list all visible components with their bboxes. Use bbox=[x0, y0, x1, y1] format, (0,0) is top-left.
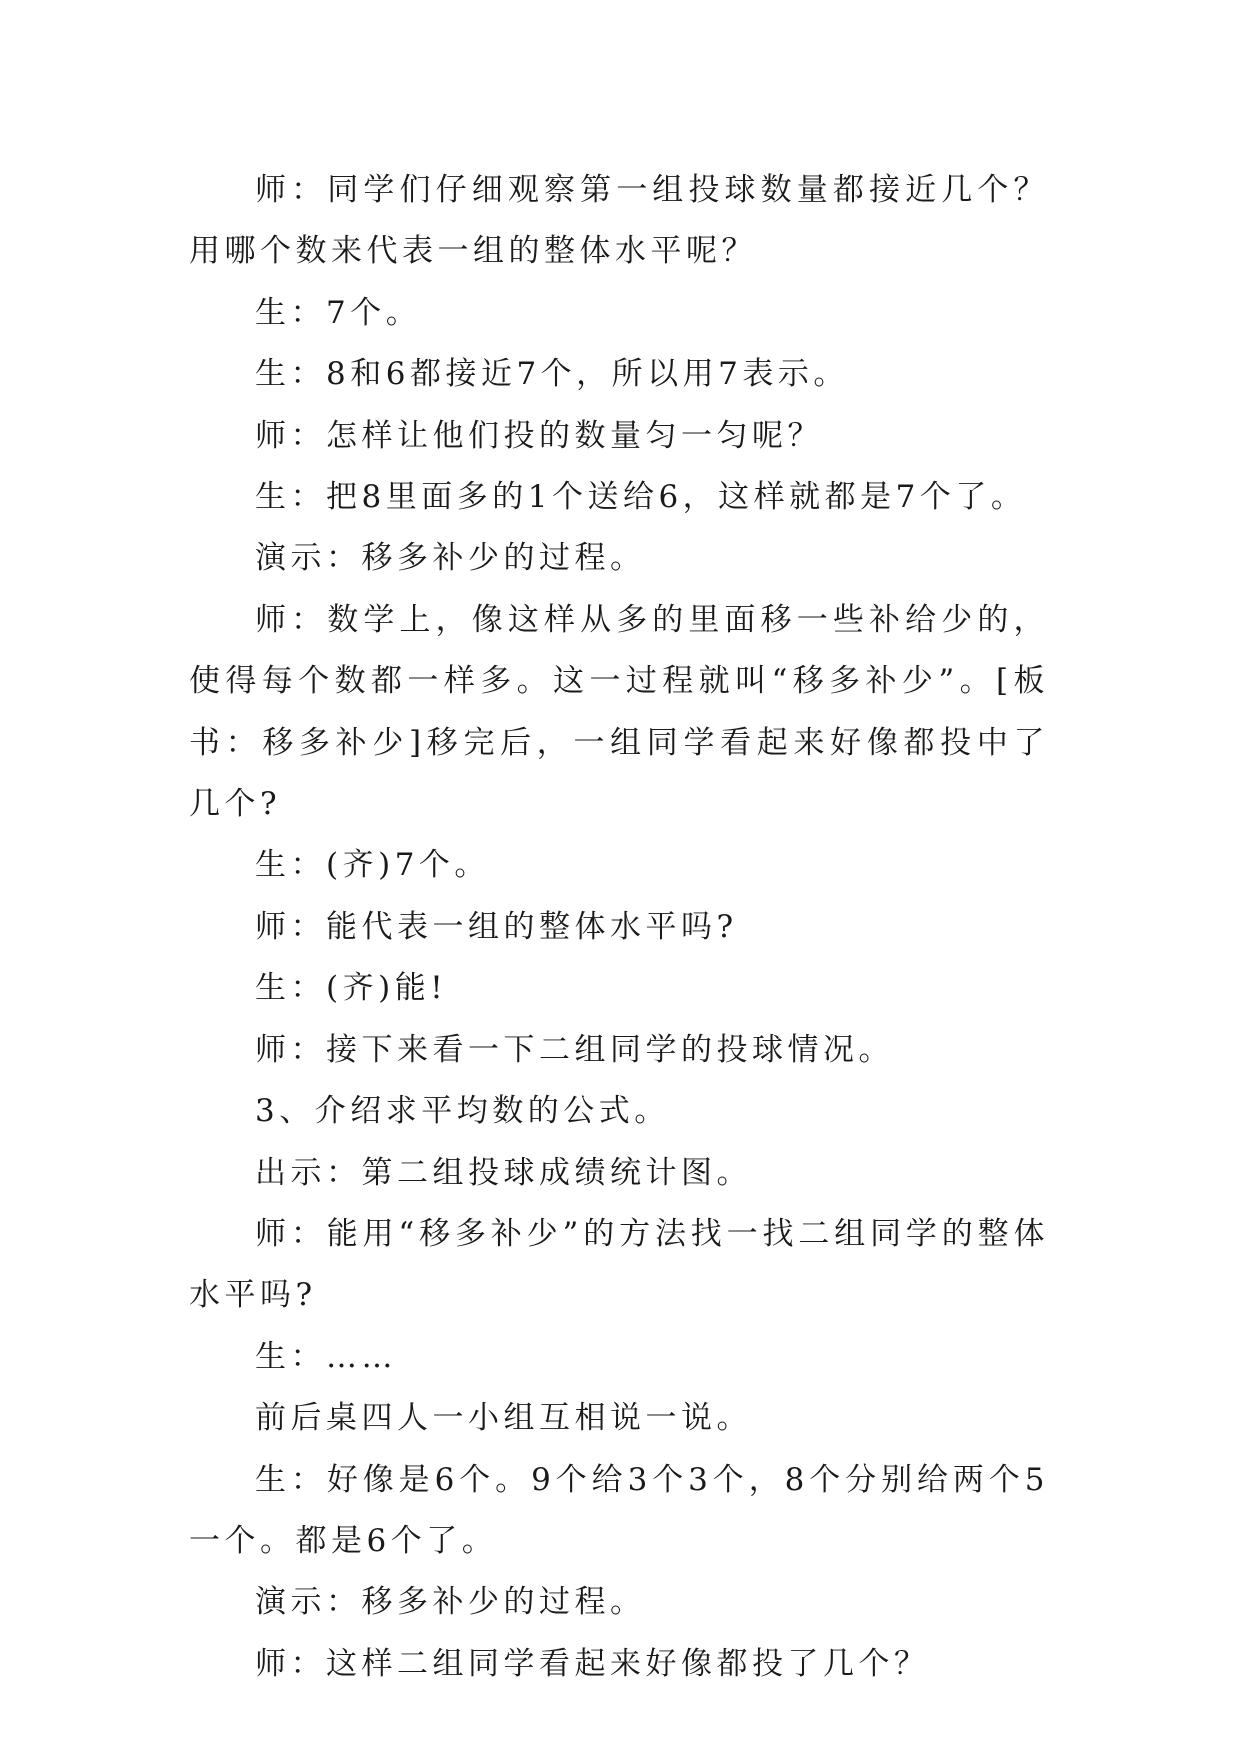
paragraph: 演示：移多补少的过程。 bbox=[255, 540, 646, 577]
paragraph: 生：…… bbox=[255, 1338, 397, 1375]
section-heading: 3、介绍求平均数的公式。 bbox=[255, 1093, 670, 1130]
paragraph: 师：同学们仔细观察第一组投球数量都接近几个？用哪个数来代表一组的整体水平呢？ bbox=[189, 172, 1049, 270]
paragraph: 生：(齐)7个。 bbox=[255, 847, 490, 884]
paragraph: 出示：第二组投球成绩统计图。 bbox=[255, 1154, 752, 1191]
paragraph: 师：数学上，像这样从多的里面移一些补给少的，使得每个数都一样多。这一过程就叫“移多补少”。[板书：移多补少]移完后，一组同学看起来好像都投中了几个? bbox=[189, 601, 1049, 823]
paragraph: 师：这样二组同学看起来好像都投了几个？ bbox=[255, 1645, 930, 1682]
paragraph: 前后桌四人一小组互相说一说。 bbox=[255, 1400, 752, 1437]
paragraph: 生：好像是6个。9个给3个3个，8个分别给两个5一个。都是6个了。 bbox=[189, 1461, 1049, 1559]
paragraph: 师：能代表一组的整体水平吗? bbox=[255, 908, 738, 945]
paragraph: 师：怎样让他们投的数量匀一匀呢？ bbox=[255, 417, 823, 454]
paragraph: 演示：移多补少的过程。 bbox=[255, 1584, 646, 1621]
document-body bbox=[189, 160, 1049, 1695]
paragraph: 生：把8里面多的1个送给6，这样就都是7个了。 bbox=[255, 479, 1027, 516]
paragraph: 生：7个。 bbox=[255, 294, 422, 331]
paragraph: 生：(齐)能! bbox=[255, 970, 448, 1007]
paragraph: 生：8和6都接近7个，所以用7表示。 bbox=[255, 356, 849, 393]
paragraph: 师：能用“移多补少”的方法找一找二组同学的整体水平吗? bbox=[189, 1215, 1049, 1314]
paragraph: 师：接下来看一下二组同学的投球情况。 bbox=[255, 1031, 894, 1068]
